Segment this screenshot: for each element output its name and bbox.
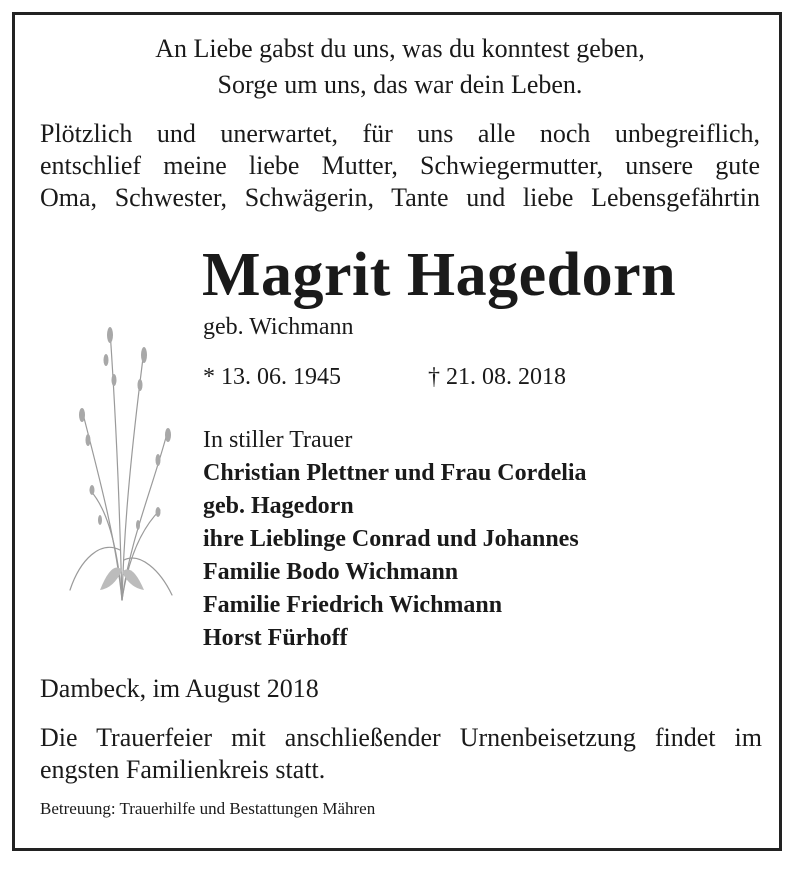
- intro-line-3: Oma, Schwester, Schwägerin, Tante und liebe Lebensgefährtin: [40, 183, 760, 212]
- birth-name: geb. Wichmann: [203, 314, 354, 340]
- birth-date: * 13. 06. 1945: [203, 364, 341, 390]
- mourner-line: ihre Lieblinge Conrad und Johannes: [203, 526, 579, 552]
- grass-bouquet-icon: [60, 290, 180, 610]
- mourner-line: Horst Fürhoff: [203, 625, 348, 651]
- mourner-line: Familie Bodo Wichmann: [203, 559, 459, 585]
- death-date: † 21. 08. 2018: [428, 364, 566, 390]
- intro-line-2: entschlief meine liebe Mutter, Schwiegermutter, unsere gute: [40, 151, 760, 180]
- mourner-line: geb. Hagedorn: [203, 493, 354, 519]
- place-date: Dambeck, im August 2018: [40, 674, 319, 703]
- deceased-name: Magrit Hagedorn: [202, 241, 677, 309]
- mourner-line: Christian Plettner und Frau Cordelia: [203, 460, 587, 486]
- motto-line-2: Sorge um uns, das war dein Leben.: [217, 70, 583, 99]
- ceremony-line-2: engsten Familienkreis statt.: [40, 755, 326, 784]
- intro-text: [40, 118, 760, 214]
- motto-line-1: An Liebe gabst du uns, was du konntest geben,: [155, 34, 645, 63]
- mourners-heading: In stiller Trauer: [203, 427, 353, 453]
- funeral-service-credit: Betreuung: Trauerhilfe und Bestattungen Mähren: [40, 799, 376, 818]
- ceremony-line-1: Die Trauerfeier mit anschließender Urnenbeisetzung findet im: [40, 723, 762, 752]
- mourner-line: Familie Friedrich Wichmann: [203, 592, 503, 618]
- intro-line-1: Plötzlich und unerwartet, für uns alle noch unbegreiflich,: [40, 119, 760, 148]
- ceremony-text: [40, 722, 762, 786]
